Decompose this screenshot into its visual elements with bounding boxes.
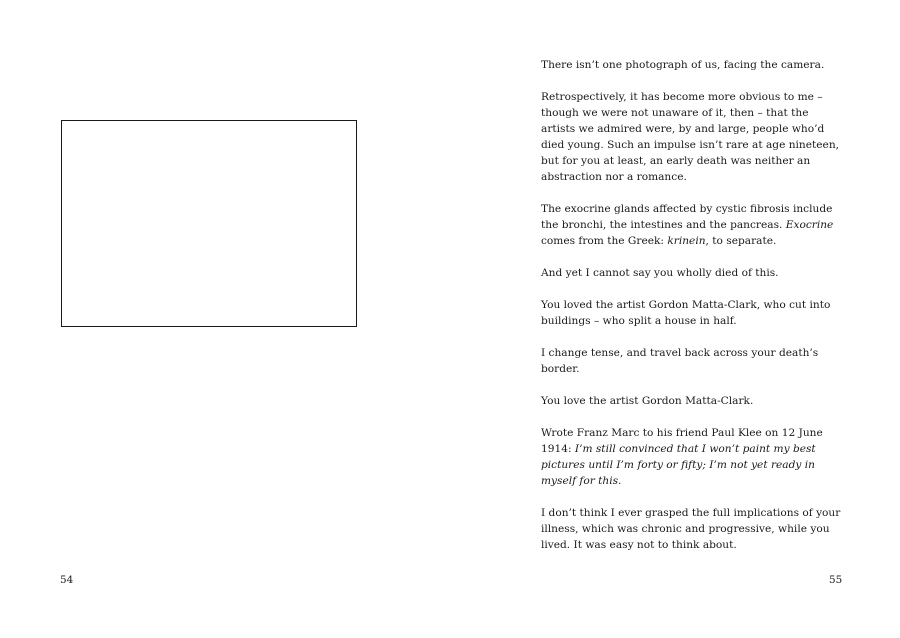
exocrine-term: Exocrine <box>785 219 834 231</box>
body-text <box>541 57 841 569</box>
paragraph-3-text-middle: comes from the Greek: <box>541 235 668 247</box>
empty-image-frame <box>61 120 357 327</box>
left-page-number: 54 <box>60 574 74 586</box>
paragraph-3-text-before: The exocrine glands affected by cystic fibrosis include the bronchi, the intestines and the pancreas. <box>541 203 833 231</box>
paragraph-8 <box>541 425 841 489</box>
paragraph-4: And yet I cannot say you wholly died of this. <box>541 267 779 279</box>
franz-marc-quote: I’m still convinced that I won’t paint my best pictures until I’m forty or fifty; I’m not yet ready in myself for this. <box>541 443 816 487</box>
paragraph-5: You loved the artist Gordon Matta-Clark, who cut into buildings – who split a house in half. <box>541 299 831 327</box>
right-page-number: 55 <box>829 574 843 586</box>
paragraph-3 <box>541 201 841 249</box>
right-page <box>450 0 900 638</box>
paragraph-6: I change tense, and travel back across your death’s border. <box>541 347 819 375</box>
paragraph-7: You love the artist Gordon Matta-Clark. <box>541 395 754 407</box>
paragraph-8-text-before: Wrote Franz Marc to his friend Paul Klee on 12 June 1914: <box>541 427 823 455</box>
paragraph-9: I don’t think I ever grasped the full implications of your illness, which was chronic and progressive, while you lived. It was easy not to think about. <box>541 507 841 551</box>
paragraph-2: Retrospectively, it has become more obvious to me – though we were not unaware of it, then – that the artists we admired were, by and large, people who’d died young. Such an impulse isn’t rare at age nineteen, but for you at least, an early death was neither an abstraction nor a romance. <box>541 91 840 183</box>
paragraph-3-text-after: , to separate. <box>705 235 777 247</box>
krinein-term: krinein <box>667 235 706 247</box>
paragraph-1: There isn’t one photograph of us, facing the camera. <box>541 59 825 71</box>
